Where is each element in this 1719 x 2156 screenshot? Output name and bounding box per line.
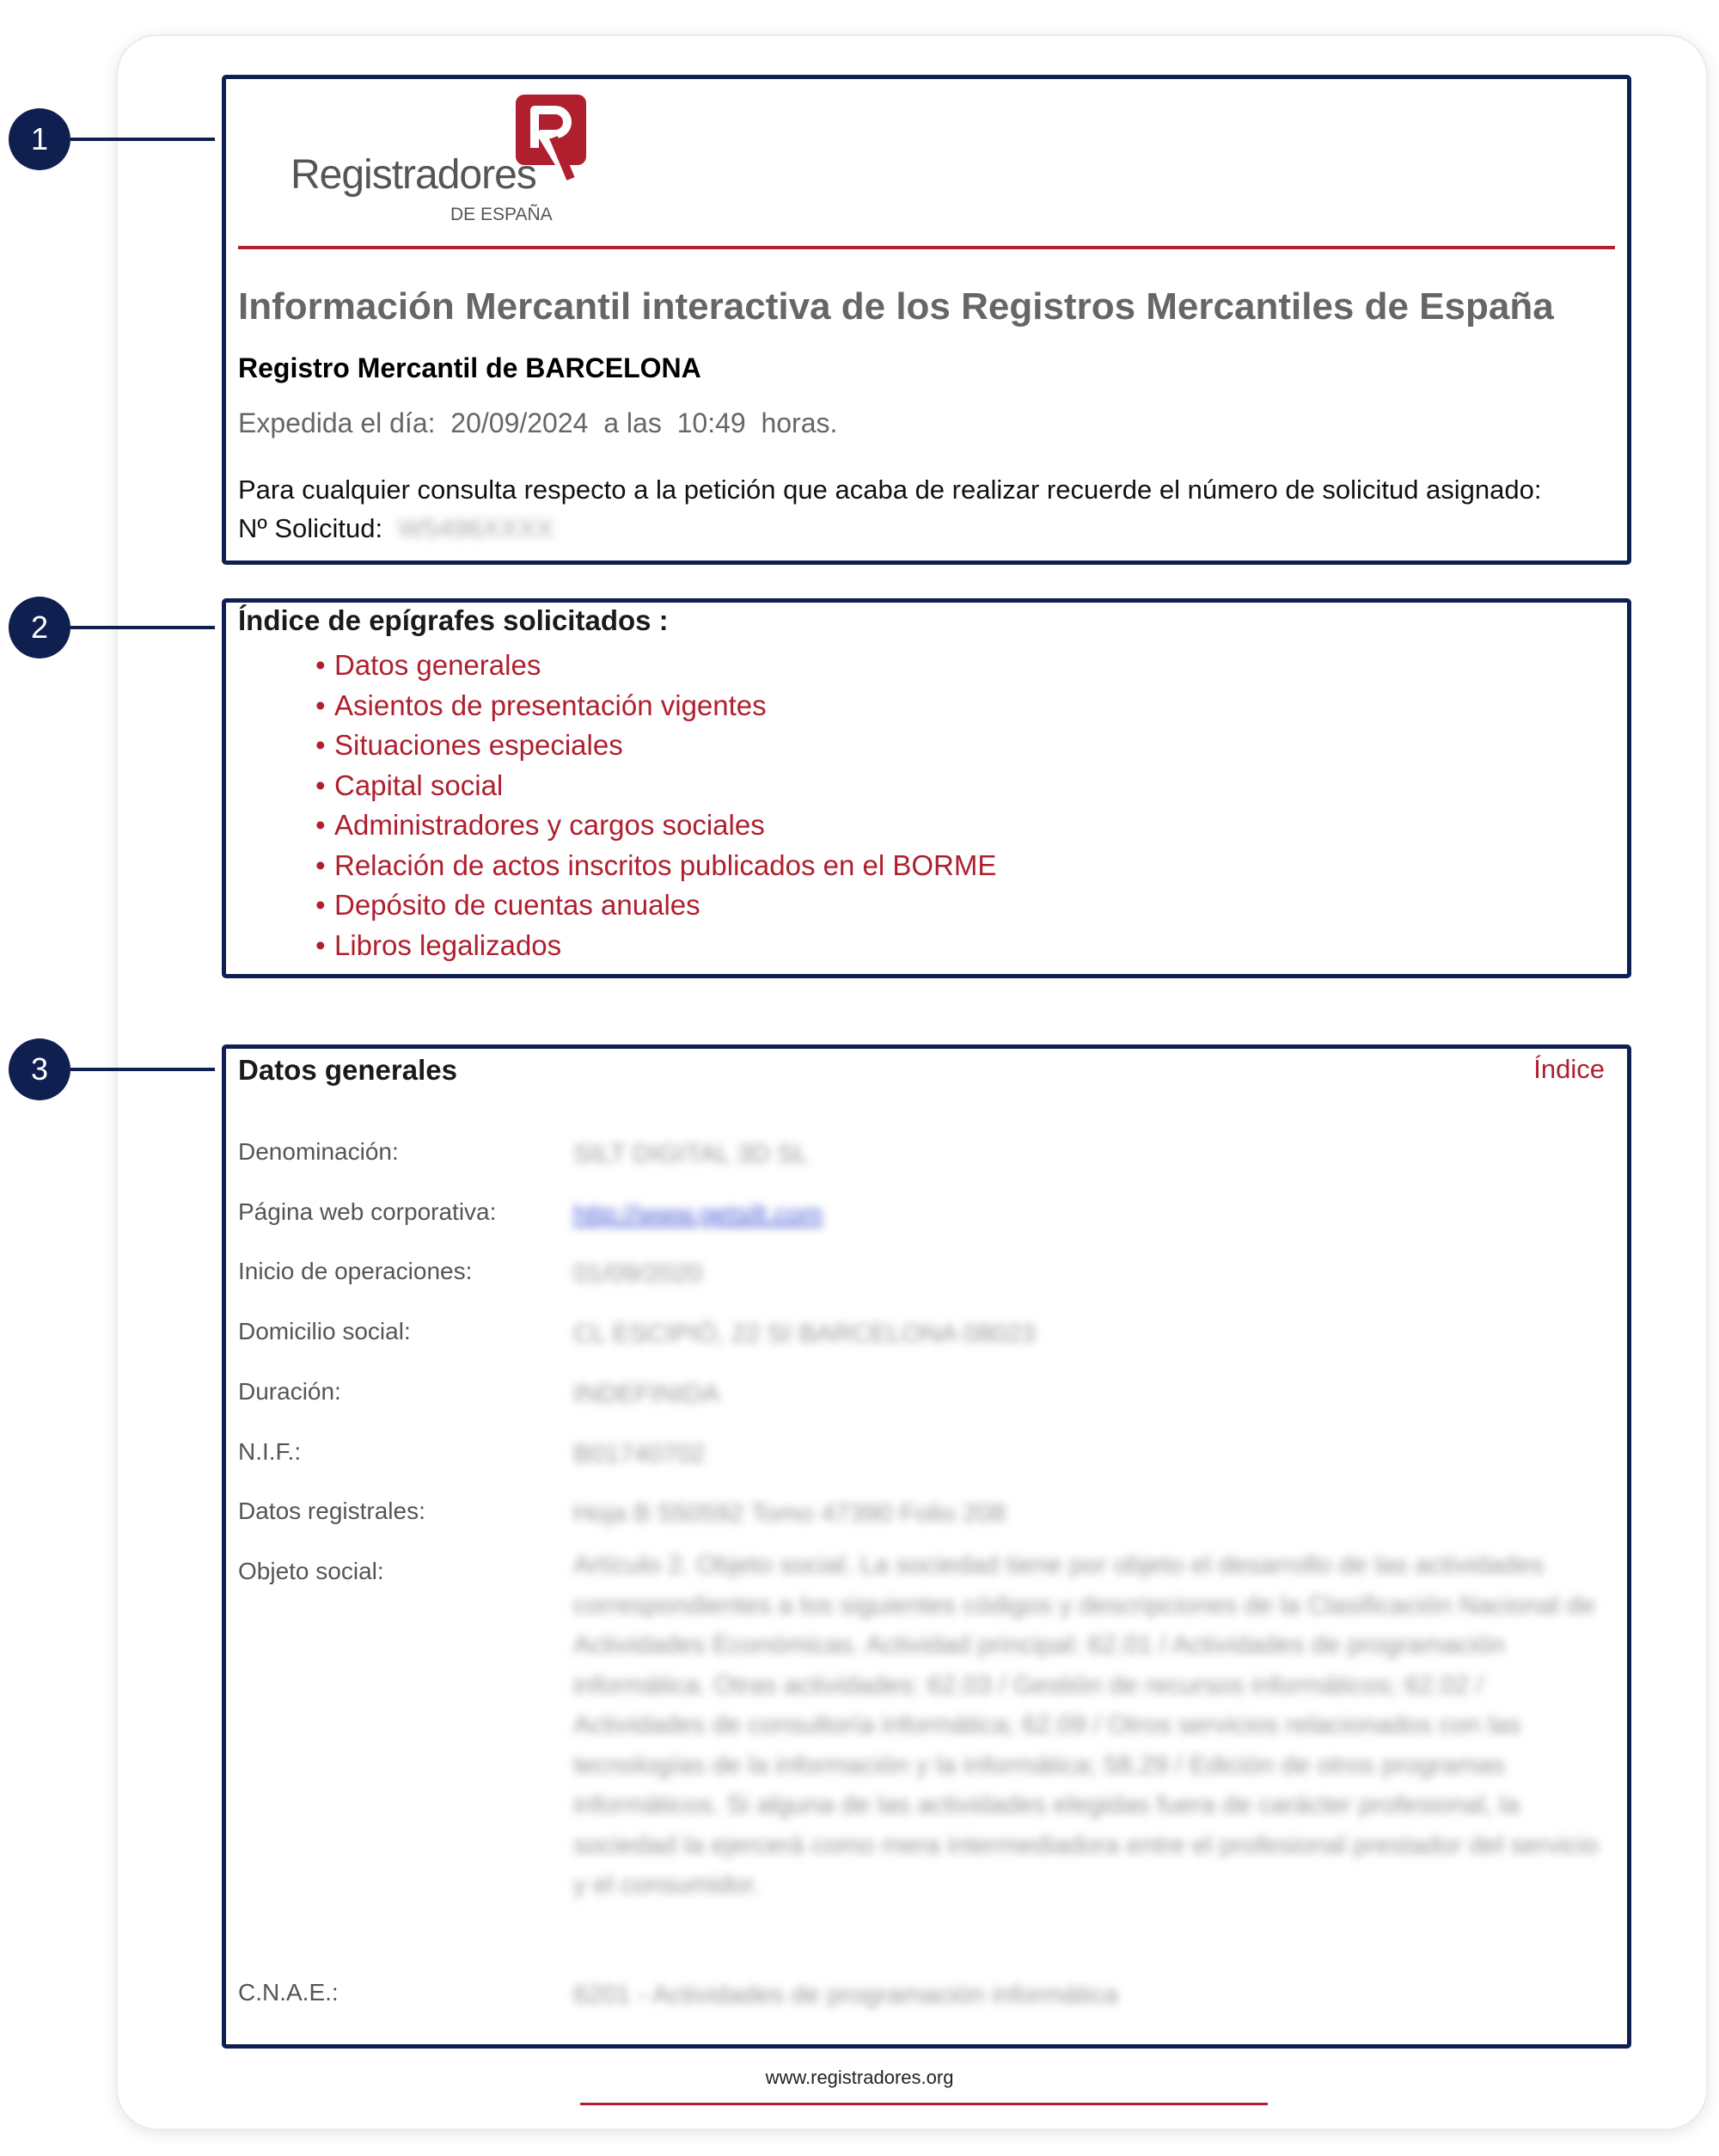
index-link-borme[interactable]: • Relación de actos inscritos publicados en el BORME <box>315 848 997 881</box>
label-cnae: C.N.A.E.: <box>238 1979 339 2006</box>
value-domicilio: CL ESCIPIÓ, 22 SI BARCELONA 08023 <box>573 1320 1036 1348</box>
value-cnae: 6201 - Actividades de programación informática <box>573 1981 1118 2009</box>
label-objeto-social: Objeto social: <box>238 1558 384 1584</box>
index-link-datos-generales[interactable]: • Datos generales <box>315 649 541 681</box>
header-divider <box>238 246 1615 249</box>
index-link-capital[interactable]: • Capital social <box>315 769 504 801</box>
value-datos-registrales: Hoja B 550592 Tomo 47390 Folio 208 <box>573 1499 1006 1528</box>
registradores-logo <box>291 95 600 224</box>
index-section <box>222 598 1631 978</box>
index-title: Índice de epígrafes solicitados : <box>238 604 669 636</box>
value-objeto-social: Artículo 2. Objeto social. La sociedad tiene por objeto el desarrollo de las actividades correspondientes a los siguientes códigos y descripciones de la Clasificación Nacional de Actividades Económicas. Actividad principal: 62.01 / Actividades de programación informática. Otras actividades: 62.03 / Gestión de recursos informáticos; 62.02 / Actividades de consultoría informática; 62.09 / Otros servicios relacionados con las tecnologías de la información y la informática; 58.29 / Edición de otros programas informáticos. Si alguna de las actividades elegidas fuera de carácter profesional, la sociedad la ejercerá como mera intermediadora entre el profesional prestador del servicio y el consumidor. <box>573 1551 1599 1899</box>
back-to-index-link[interactable]: Índice <box>1533 1054 1605 1084</box>
index-link-asientos[interactable]: • Asientos de presentación vigentes <box>315 689 767 721</box>
label-datos-registrales: Datos registrales: <box>238 1498 425 1524</box>
index-list <box>315 646 996 965</box>
general-data-title: Datos generales <box>238 1054 457 1086</box>
issued-date: Expedida el día: 20/09/2024 a las 10:49 horas. <box>238 407 838 438</box>
value-inicio: 01/09/2020 <box>573 1259 703 1288</box>
general-data-section <box>222 1044 1631 2049</box>
label-duracion: Duración: <box>238 1378 341 1405</box>
request-number <box>238 513 554 544</box>
value-denominacion: SILT DIGITAL 3D SL <box>573 1140 809 1168</box>
value-nif: B01740702 <box>573 1440 706 1468</box>
index-link-libros[interactable]: • Libros legalizados <box>315 928 562 961</box>
index-link-situaciones[interactable]: • Situaciones especiales <box>315 729 623 761</box>
request-number-label: Nº Solicitud: <box>238 513 383 543</box>
label-domicilio: Domicilio social: <box>238 1318 411 1344</box>
label-denominacion: Denominación: <box>238 1138 399 1165</box>
callout-2-leader <box>70 626 215 629</box>
callout-3: 3 <box>9 1038 70 1100</box>
label-web: Página web corporativa: <box>238 1198 497 1225</box>
logo-wordmark: Registradores <box>291 152 536 198</box>
value-duracion: INDEFINIDA <box>573 1380 720 1408</box>
footer-url[interactable]: www.registradores.org <box>765 2067 954 2088</box>
page-title: Información Mercantil interactiva de los Registros Mercantiles de España <box>238 285 1554 328</box>
callout-2: 2 <box>9 597 70 658</box>
callout-1: 1 <box>9 108 70 170</box>
label-nif: N.I.F.: <box>238 1438 302 1465</box>
logo-subtitle: DE ESPAÑA <box>450 205 553 224</box>
request-note: Para cualquier consulta respecto a la petición que acaba de realizar recuerde el número de solicitud asignado: <box>238 475 1542 505</box>
footer-divider <box>580 2103 1268 2105</box>
label-inicio: Inicio de operaciones: <box>238 1258 473 1284</box>
index-link-administradores[interactable]: • Administradores y cargos sociales <box>315 809 765 841</box>
callout-1-leader <box>70 138 215 141</box>
request-number-value: W5496XXXX <box>398 513 554 543</box>
index-link-cuentas[interactable]: • Depósito de cuentas anuales <box>315 889 700 921</box>
callout-3-leader <box>70 1068 215 1071</box>
registry-name: Registro Mercantil de BARCELONA <box>238 352 701 383</box>
value-web-link[interactable]: http://www.getsilt.com <box>573 1200 823 1228</box>
header-section <box>222 75 1631 565</box>
